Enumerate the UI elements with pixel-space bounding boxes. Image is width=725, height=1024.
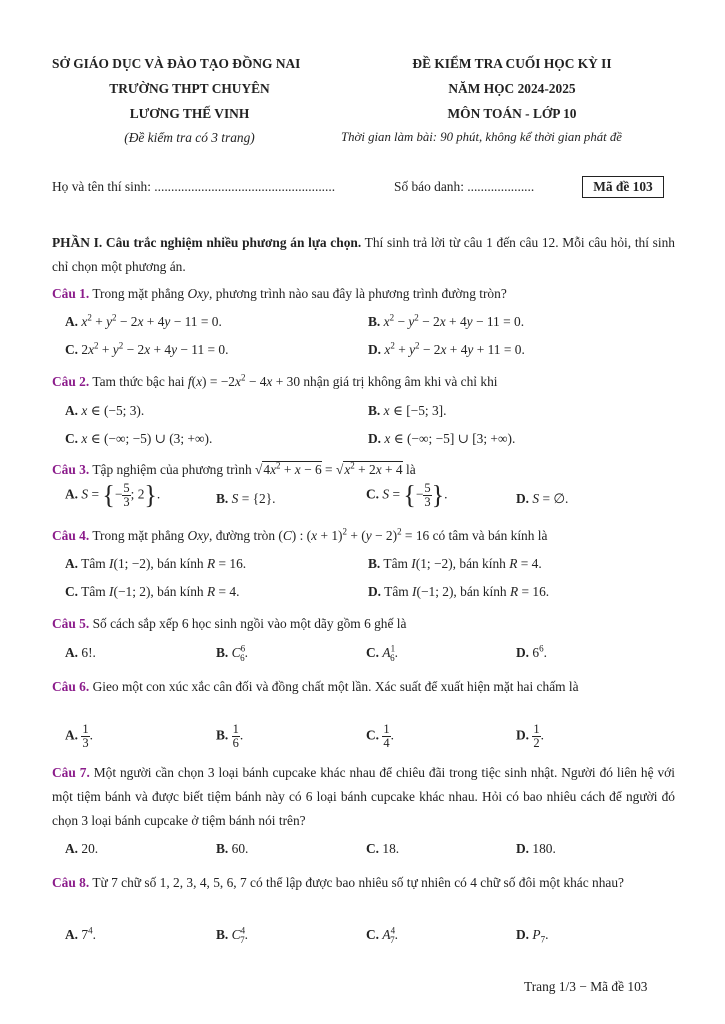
q7-option-b: B. 60.: [216, 841, 249, 856]
q3-option-d: D. S = ∅.: [516, 491, 569, 506]
q5-option-a: A. 6!.: [65, 645, 96, 660]
q8-option-b: B. $C^4_7$.: [216, 925, 248, 945]
question-7: Câu 7. Một người cần chọn 3 loại bánh cupcake khác nhau để chiêu đãi trong tiệc sinh nhật. Người đó liên hệ với một tiệm bánh và được biết tiệm bánh này có 6 loại bánh cupcake khác nhau. Hỏi có bao nhiêu cách để người đó chọn 3 loại bánh cupcake ở tiệm bánh nói trên?: [52, 765, 675, 828]
q4-option-a: A. Tâm I(1; −2), bán kính R = 16.: [65, 556, 247, 571]
q2-option-b: B. x ∈ [−5; 3].: [368, 403, 447, 418]
question-label: Câu 1.: [52, 286, 90, 301]
student-name-field: Họ và tên thí sinh: ......................................................: [52, 179, 336, 194]
q3-option-a: A. S = {− $\frac{5}{3}$ ; 2}.: [65, 480, 161, 510]
exam-title: ĐỀ KIỂM TRA CUỐI HỌC KỲ II: [412, 56, 612, 71]
q1-option-a: A. $x^2 + y^2 - 2x + 4y - 11 = 0$.: [65, 312, 222, 329]
q5-option-c: C. $A^1_6$.: [366, 643, 398, 663]
part1-instruction: Thí sinh trả lời từ câu 1 đến câu 12. Mỗi câu hỏi, thí sinh chỉ chọn một phương án.: [52, 235, 675, 274]
question-label: Câu 4.: [52, 528, 90, 543]
page-footer: Trang 1/3 − Mã đề 103: [524, 979, 648, 994]
department-name: SỞ GIÁO DỤC VÀ ĐÀO TẠO ĐỒNG NAI: [52, 56, 301, 71]
q3-option-b: B. S = {2}.: [216, 491, 276, 506]
exam-duration: Thời gian làm bài: 90 phút, không kể thời gian phát đề: [341, 130, 622, 144]
question-label: Câu 5.: [52, 616, 90, 631]
page-count-note: (Đề kiểm tra có 3 trang): [124, 130, 255, 145]
q6-option-b: B. $\frac{1}{6}$ .: [216, 722, 244, 750]
q6-option-c: C. $\frac{1}{4}$ .: [366, 722, 394, 750]
q1-option-c: C. $2x^2 + y^2 - 2x + 4y - 11 = 0$.: [65, 340, 229, 357]
q5-option-b: B. $C^6_6$.: [216, 643, 248, 663]
part1-heading: [52, 231, 675, 279]
q3-option-c: C. S = {− $\frac{5}{3}$ }.: [366, 480, 448, 510]
subject: MÔN TOÁN - LỚP 10: [447, 106, 577, 121]
question-3: Câu 3. Tập nghiệm của phương trình $√4x^2 + x - 6 = √x^2 + 2x + 4$ là: [52, 460, 416, 477]
question-8: Câu 8. Từ 7 chữ số 1, 2, 3, 4, 5, 6, 7 có thể lập được bao nhiêu số tự nhiên có 4 chữ số đôi một khác nhau?: [52, 875, 624, 890]
q2-option-c: C. x ∈ (−∞; −5) ∪ (3; +∞).: [65, 431, 213, 446]
question-label: Câu 3.: [52, 462, 90, 477]
q4-option-b: B. Tâm I(1; −2), bán kính R = 4.: [368, 556, 542, 571]
school-year: NĂM HỌC 2024-2025: [448, 81, 576, 96]
q1-option-d: D. $x^2 + y^2 - 2x + 4y + 11 = 0$.: [368, 340, 525, 357]
part1-title: PHẦN I. Câu trắc nghiệm nhiều phương án lựa chọn.: [52, 235, 362, 250]
q2-option-a: A. x ∈ (−5; 3).: [65, 403, 145, 418]
q4-option-c: C. Tâm I(−1; 2), bán kính R = 4.: [65, 584, 240, 599]
q4-option-d: D. Tâm I(−1; 2), bán kính R = 16.: [368, 584, 550, 599]
q2-option-d: D. x ∈ (−∞; −5] ∪ [3; +∞).: [368, 431, 516, 446]
q8-option-c: C. $A^4_7$.: [366, 925, 398, 945]
student-id-field: Số báo danh: ....................: [394, 179, 535, 194]
q6-option-a: A. $\frac{1}{3}$ .: [65, 722, 93, 750]
question-5: Câu 5. Số cách sắp xếp 6 học sinh ngồi vào một dãy gồm 6 ghế là: [52, 616, 407, 631]
question-6: Câu 6. Gieo một con xúc xắc cân đối và đồng chất một lần. Xác suất để xuất hiện mặt hai chấm là: [52, 679, 579, 694]
q1-option-b: B. $x^2 - y^2 - 2x + 4y - 11 = 0$.: [368, 312, 525, 329]
q8-option-d: D. $P_7$.: [516, 927, 549, 945]
question-2: Câu 2. Tam thức bậc hai $f(x) = -2x^2 - 4x + 30$ nhận giá trị không âm khi và chỉ khi: [52, 372, 498, 389]
q7-option-a: A. 20.: [65, 841, 99, 856]
question-label: Câu 8.: [52, 875, 90, 890]
q5-option-d: D. $6^6$.: [516, 643, 547, 660]
q7-option-c: C. 18.: [366, 841, 400, 856]
question-4: Câu 4. Trong mặt phẳng Oxy, đường tròn (C) : $(x + 1)^2 + (y - 2)^2 = 16$ có tâm và bán kính là: [52, 526, 548, 543]
question-label: Câu 2.: [52, 374, 90, 389]
exam-code-box: Mã đề 103: [582, 176, 664, 198]
question-label: Câu 7.: [52, 765, 90, 780]
school-name: TRƯỜNG THPT CHUYÊN: [109, 81, 270, 96]
q7-option-d: D. 180.: [516, 841, 556, 856]
school-name-line2: LƯƠNG THẾ VINH: [129, 106, 250, 121]
q6-option-d: D. $\frac{1}{2}$ .: [516, 722, 544, 750]
question-label: Câu 6.: [52, 679, 90, 694]
question-1: Câu 1. Trong mặt phẳng Oxy, phương trình nào sau đây là phương trình đường tròn?: [52, 286, 507, 301]
q8-option-a: A. $7^4$.: [65, 925, 96, 942]
